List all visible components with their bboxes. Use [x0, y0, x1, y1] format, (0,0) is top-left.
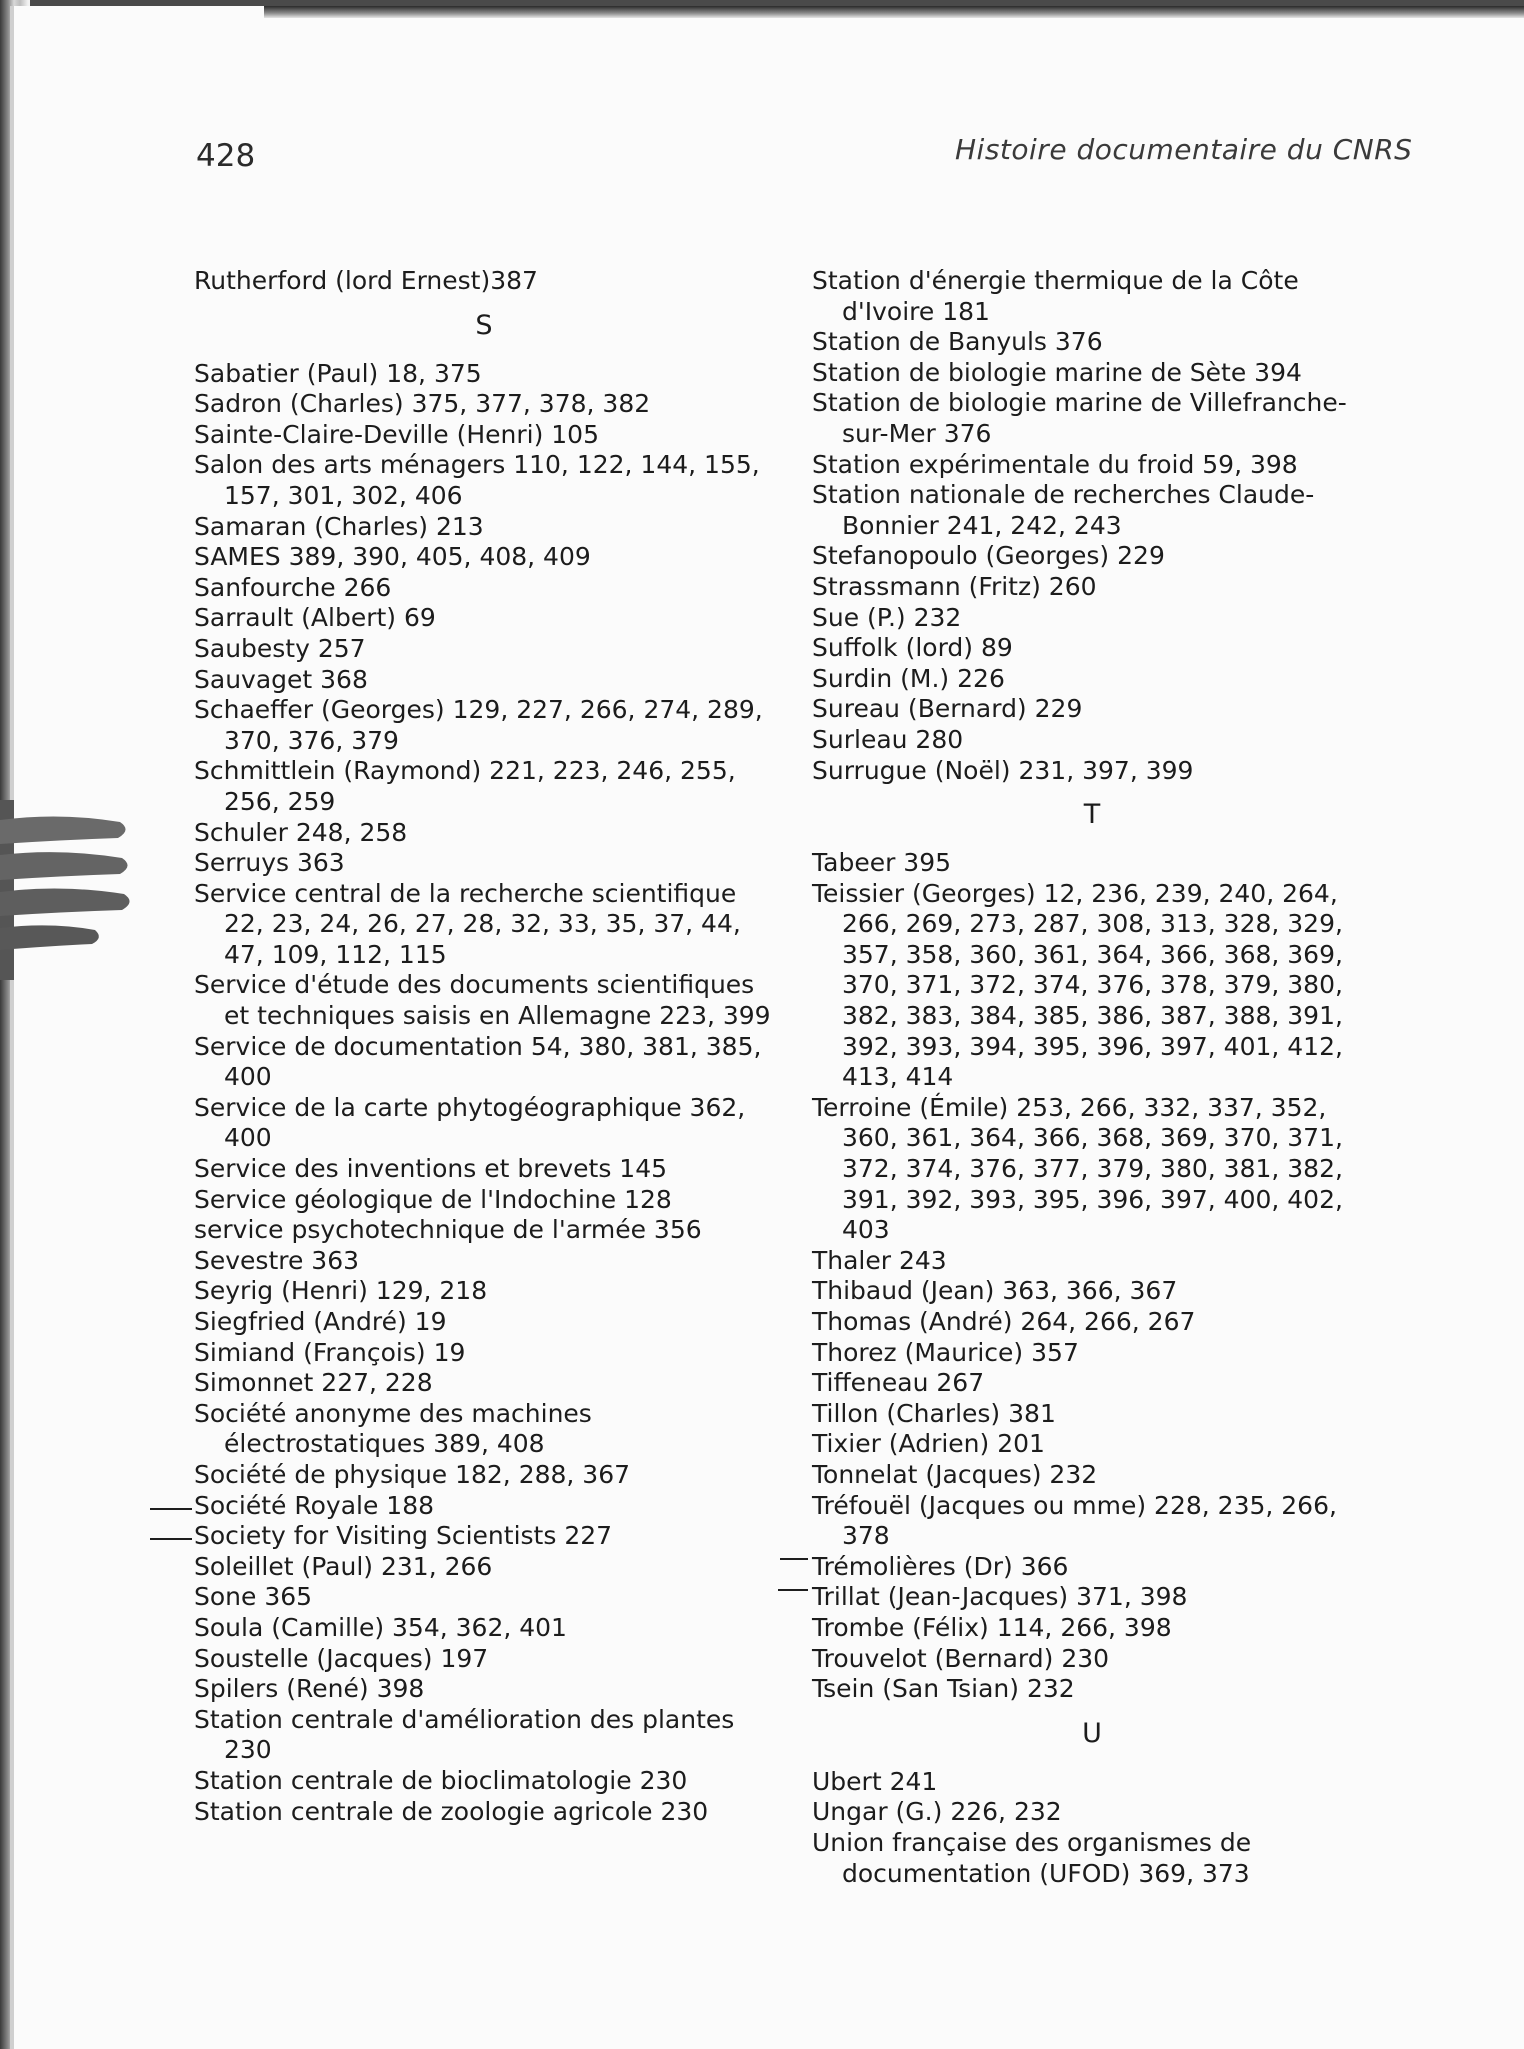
- index-entry: Service d'étude des documents scientifiques et techniques saisis en Allemagne 223, 399: [194, 970, 771, 1031]
- index-column-right: [812, 266, 1372, 1889]
- index-entry: Service de documentation 54, 380, 381, 385, 400: [194, 1031, 762, 1092]
- index-entry: Société de physique 182, 288, 367: [194, 1459, 631, 1489]
- index-entry: Spilers (René) 398: [194, 1674, 425, 1704]
- index-entry: Samaran (Charles) 213: [194, 511, 484, 541]
- index-entry: Sarrault (Albert) 69: [194, 603, 436, 633]
- index-entry: Simiand (François) 19: [194, 1337, 466, 1367]
- index-entry: Station expérimentale du froid 59, 398: [812, 449, 1298, 479]
- index-entry: Société Royale 188: [194, 1490, 435, 1520]
- index-entry: Trombe (Félix) 114, 266, 398: [812, 1612, 1172, 1642]
- index-entry: Trémolières (Dr) 366: [812, 1551, 1069, 1581]
- index-entry: Thaler 243: [812, 1245, 947, 1275]
- index-entry: Ubert 241: [812, 1766, 938, 1796]
- index-entry: Station de biologie marine de Villefranche-sur-Mer 376: [812, 388, 1347, 448]
- index-entry: Sone 365: [194, 1582, 313, 1612]
- index-column-left: [194, 266, 774, 1827]
- index-entry: Station nationale de recherches Claude-Bonnier 241, 242, 243: [812, 480, 1315, 540]
- index-entry: Tiffeneau 267: [812, 1368, 985, 1398]
- index-entry: Schmittlein (Raymond) 221, 223, 246, 255, 256, 259: [194, 756, 736, 816]
- index-entry: Station d'énergie thermique de la Côte d'Ivoire 181: [812, 266, 1299, 326]
- index-entry: Terroine (Émile) 253, 266, 332, 337, 352, 360, 361, 364, 366, 368, 369, 370, 371, 372, 374, 376, 377, 379, 380, 381, 382, 391, 392, 393, 395, 396, 397, 400, 402, 403: [812, 1092, 1343, 1245]
- margin-mark: [150, 1538, 192, 1540]
- index-entry: Service de la carte phytogéographique 362, 400: [194, 1092, 746, 1153]
- running-title: Histoire documentaire du CNRS: [955, 133, 1413, 166]
- index-entry: Service des inventions et brevets 145: [194, 1154, 668, 1184]
- index-entry: Sanfourche 266: [194, 572, 392, 602]
- margin-mark: [150, 1508, 192, 1510]
- index-entry: Station centrale d'amélioration des plantes 230: [194, 1704, 735, 1765]
- index-entry: Saubesty 257: [194, 633, 366, 663]
- section-letter: S: [475, 309, 493, 341]
- index-entry: Tixier (Adrien) 201: [812, 1429, 1045, 1459]
- index-entry: Surrugue (Noël) 231, 397, 399: [812, 755, 1194, 785]
- index-entry: Sue (P.) 232: [812, 602, 962, 632]
- margin-mark: [780, 1558, 808, 1560]
- index-entry: Sainte-Claire-Deville (Henri) 105: [194, 419, 599, 449]
- index-entry: Société anonyme des machines électrostatiques 389, 408: [194, 1398, 592, 1459]
- index-entry: Station de Banyuls 376: [812, 327, 1103, 357]
- index-entry: Schaeffer (Georges) 129, 227, 266, 274, 289, 370, 376, 379: [194, 695, 763, 755]
- hand-holding-page: [0, 800, 140, 980]
- index-entry: Trouvelot (Bernard) 230: [812, 1643, 1110, 1673]
- index-entry: Serruys 363: [194, 848, 345, 878]
- index-entry: Tabeer 395: [812, 848, 952, 878]
- index-entry: Strassmann (Fritz) 260: [812, 571, 1097, 601]
- index-entry: Siegfried (André) 19: [194, 1307, 447, 1336]
- index-entry: service psychotechnique de l'armée 356: [194, 1215, 702, 1245]
- index-entry: Ungar (G.) 226, 232: [812, 1797, 1062, 1827]
- index-entry: Thorez (Maurice) 357: [812, 1337, 1079, 1367]
- index-entry: Suffolk (lord) 89: [812, 633, 1013, 663]
- index-entry: Surdin (M.) 226: [812, 663, 1005, 693]
- page-number: 428: [196, 138, 256, 174]
- index-entry: Sureau (Bernard) 229: [812, 694, 1083, 724]
- section-letter: T: [1083, 799, 1101, 831]
- index-entry: Station centrale de zoologie agricole 230: [194, 1796, 709, 1826]
- index-entry: Society for Visiting Scientists 227: [194, 1521, 613, 1551]
- index-entry: Tillon (Charles) 381: [812, 1398, 1056, 1428]
- index-entry: Stefanopoulo (Georges) 229: [812, 541, 1165, 571]
- index-entry: Trillat (Jean-Jacques) 371, 398: [812, 1582, 1188, 1612]
- index-entry: Service géologique de l'Indochine 128: [194, 1184, 672, 1214]
- index-entry: Service central de la recherche scientifique 22, 23, 24, 26, 27, 28, 32, 33, 35, 37, 44, 47, 109, 112, 115: [194, 878, 741, 969]
- index-entry: Schuler 248, 258: [194, 817, 408, 847]
- index-entry: Surleau 280: [812, 724, 964, 754]
- index-entry: Thomas (André) 264, 266, 267: [812, 1307, 1196, 1336]
- index-entry: SAMES 389, 390, 405, 408, 409: [194, 542, 591, 572]
- index-entry: Simonnet 227, 228: [194, 1368, 433, 1398]
- index-entry: Soleillet (Paul) 231, 266: [194, 1551, 493, 1581]
- index-entry: Sevestre 363: [194, 1245, 360, 1275]
- index-entry: Tonnelat (Jacques) 232: [812, 1459, 1098, 1489]
- index-entry: Thibaud (Jean) 363, 366, 367: [812, 1276, 1178, 1306]
- index-entry: Sauvaget 368: [194, 664, 368, 694]
- index-entry: Station centrale de bioclimatologie 230: [194, 1765, 688, 1795]
- index-entry: Teissier (Georges) 12, 236, 239, 240, 264, 266, 269, 273, 287, 308, 313, 328, 329, 357, 358, 360, 361, 364, 366, 368, 369, 370, 371, 372, 374, 376, 378, 379, 380, 382, 383, 384, 385, 386, 387, 388, 391, 392, 393, 394, 395, 396, 397, 401, 412, 413, 414: [812, 878, 1343, 1092]
- index-entry: Tréfouël (Jacques ou mme) 228, 235, 266, 378: [812, 1490, 1337, 1551]
- index-entry: Rutherford (lord Ernest)387: [194, 266, 538, 295]
- index-entry: Seyrig (Henri) 129, 218: [194, 1276, 488, 1306]
- page-top-shadow: [264, 6, 1524, 18]
- index-entry: Sadron (Charles) 375, 377, 378, 382: [194, 389, 651, 419]
- index-entry: Salon des arts ménagers 110, 122, 144, 155, 157, 301, 302, 406: [194, 450, 760, 510]
- index-entry: Union française des organismes de documentation (UFOD) 369, 373: [812, 1827, 1252, 1888]
- index-entry: Tsein (San Tsian) 232: [812, 1674, 1075, 1704]
- margin-mark: [778, 1589, 808, 1591]
- index-entry: Sabatier (Paul) 18, 375: [194, 358, 482, 388]
- section-letter: U: [1082, 1717, 1102, 1749]
- index-entry: Soustelle (Jacques) 197: [194, 1643, 489, 1673]
- index-entry: Soula (Camille) 354, 362, 401: [194, 1612, 567, 1642]
- index-entry: Station de biologie marine de Sète 394: [812, 357, 1302, 387]
